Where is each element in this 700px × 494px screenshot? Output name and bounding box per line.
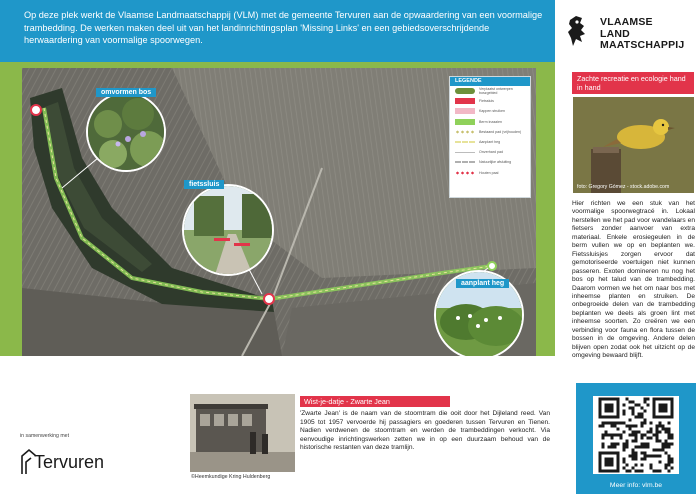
legend-label: Verplaatst ontwerpen boszgebied [479, 87, 513, 96]
header [0, 0, 700, 62]
legend-label: Houten paal [479, 170, 499, 175]
map-legend [449, 76, 531, 198]
bubble-fietssluis [182, 184, 274, 276]
logo-line-3: MAATSCHAPPIJ [600, 39, 685, 51]
side-body-text: Hier richten we een stuk van het voormalige spoorwegtracé in. Lokaal herstellen we het pad voor wandelaars en fietsers zonder aanvoer van extra materiaal. Enkele erosiegeulen in de berm vullen we op en beplanten we. Fietssluisjes zorgen ervoor dat gemotoriseerde voertuigen niet kunnen passeren. Exoten domineren nu nog het bos op het talud van de trambedding. Daarom vormen we het om naar bos met inheemse planten en struiken. De onbegroeide delen van de trambedding beplanten we deels als groen lint met inheemse soorten. Zo creëren we een verbinding voor fauna en flora tussen de bossen in de omgeving. Andere delen blijven open zodat ook het uitzicht op de omgeving bewaard blijft. [572, 200, 695, 360]
lion-icon [566, 14, 588, 48]
legend-item [450, 157, 530, 167]
legend-item [450, 96, 530, 106]
legend-label: Fietssluis [479, 99, 494, 104]
steam-tram-photo [190, 394, 295, 472]
legend-item [450, 168, 530, 178]
tram-photo [190, 394, 295, 472]
legend-item [450, 106, 530, 116]
legend-title: LEGENDE [450, 77, 530, 86]
logo-wordmark [600, 17, 684, 52]
wist-subject: Zwarte Jean [350, 397, 390, 406]
legend-symbol [455, 161, 475, 163]
legend-label: Onverhard pad [479, 150, 503, 155]
legend-symbol [455, 141, 475, 143]
legend-symbol [455, 129, 475, 135]
tervuren-wordmark: Tervuren [34, 452, 105, 472]
forest-floor-photo [88, 94, 166, 172]
legend-symbol [455, 152, 475, 153]
logo-line-2: LAND [600, 27, 630, 40]
qr-code[interactable] [593, 396, 679, 474]
logo-line-1: VLAAMSE [600, 16, 653, 28]
wist-prefix: Wist-je-datje [304, 397, 344, 406]
legend-symbol [455, 98, 475, 104]
legend-item [450, 86, 530, 96]
legend-rows [450, 86, 530, 178]
intro-banner [0, 0, 555, 62]
legend-label: Aanplant heg [479, 140, 501, 145]
bird-photo [573, 97, 694, 193]
wist-je-datje-text: 'Zwarte Jean' is de naam van de stoomtram die ooit door het Dijleland reed. Van 1905 tot 1957 vervoerde hij passagiers en goederen tussen Tervuren en Tienen. Nadien verdwenen de stoomtram en werden de trambeddingen verkocht. Via eenvoudige inrichtingswerken zetten we in op een duurzaam behoud van de historische restanten van deze tramlijn. [300, 410, 550, 451]
legend-symbol [455, 88, 475, 94]
yellowhammer-photo [573, 97, 694, 193]
bubble-omvormen-bos [86, 92, 166, 172]
wist-separator: - [343, 397, 351, 406]
legend-item [450, 127, 530, 137]
label-aanplant-heg: aanplant heg [456, 279, 509, 288]
legend-item [450, 147, 530, 157]
vlm-logo [566, 14, 696, 58]
qr-url-text: Meer info: vlm.be [609, 482, 663, 489]
legend-symbol [455, 108, 475, 114]
label-fietssluis: fietssluis [184, 180, 224, 189]
side-title: Zachte recreatie en ecologie hand in hand [572, 72, 694, 94]
qr-code-icon [593, 396, 679, 474]
bird-photo-credit: foto: Gregory Gómez - stock.adobe.com [577, 184, 670, 190]
label-omvormen-bos: omvormen bos [96, 88, 156, 97]
partner-label: in samenwerking met [20, 433, 70, 439]
legend-symbol [455, 170, 475, 176]
legend-item [450, 117, 530, 127]
legend-label: Berm inzaaien [479, 119, 502, 124]
legend-symbol [455, 119, 475, 125]
legend-label: Bestaand pad (vrijhouden) [479, 129, 522, 134]
legend-label: Kappen struiken [479, 109, 505, 114]
cycle-barrier-photo [184, 186, 274, 276]
legend-item [450, 137, 530, 147]
wist-je-datje-title [300, 396, 450, 407]
legend-label: Natuurlijke afsluiting [479, 160, 512, 165]
tram-photo-credit: ©Heemkundige Kring Huldenberg [191, 474, 271, 480]
intro-text: Op deze plek werkt de Vlaamse Landmaatschappij (VLM) met de gemeente Tervuren aan de opwaardering van een voormalige trambedding. De werken maken deel uit van het landinrichtingsplan 'Missing Links' en een gebiedsoverschrijdende herwaardering van voormalige spoorwegen. [24, 10, 543, 46]
